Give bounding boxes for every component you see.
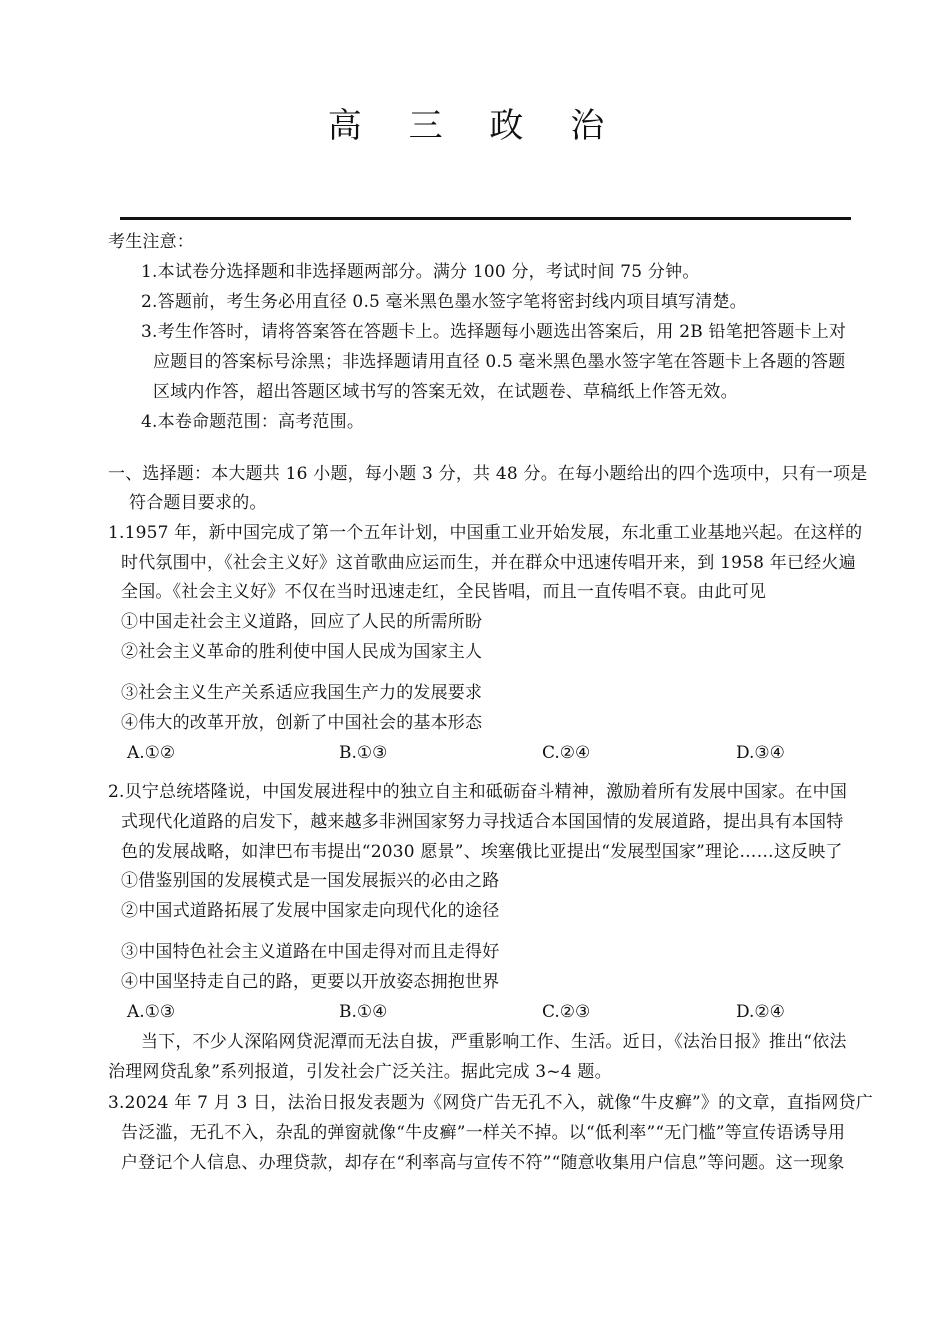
question-2-options (0, 1000, 950, 1024)
question-1-statement-3: ③社会主义生产关系适应我国生产力的发展要求 (121, 683, 483, 703)
question-1-statement-4: ④伟大的改革开放，创新了中国社会的基本形态 (121, 713, 483, 733)
question-2-statement-2: ②中国式道路拓展了发展中国家走向现代化的途径 (121, 901, 500, 921)
question-1-stem-line-1: 1.1957 年，新中国完成了第一个五年计划，中国重工业开始发展，东北重工业基地兴起。在这样的 (108, 523, 863, 543)
question-3-stem-line-2: 告泛滥，无孔不入，杂乱的弹窗就像“牛皮癣”一样关不掉。以“低利率”“无门槛”等宣传语诱导用 (121, 1123, 846, 1143)
question-1-statement-2: ②社会主义革命的胜利使中国人民成为国家主人 (121, 642, 483, 662)
notice-item-3: 3.考生作答时，请将答案答在答题卡上。选择题每小题选出答案后，用 2B 铅笔把答题卡上对 (141, 322, 847, 342)
page-title: 高 三 政 治 (327, 106, 623, 146)
notice-item-3-cont-1: 应题目的答案标号涂黑；非选择题请用直径 0.5 毫米黑色墨水签字笔在答题卡上各题的答题 (153, 352, 846, 372)
question-1-statement-1: ①中国走社会主义道路，回应了人民的所需所盼 (121, 612, 483, 632)
notice-heading: 考生注意： (108, 232, 194, 252)
question-2-stem-line-1: 2.贝宁总统塔隆说，中国发展进程中的独立自主和砥砺奋斗精神，激励着所有发展中国家。在中国 (108, 782, 848, 802)
question-3-stem-line-3: 户登记个人信息、办理贷款，却存在“利率高与宣传不符”“随意收集用户信息”等问题。这一现象 (121, 1153, 845, 1173)
question-1-option-d[interactable]: D.③④ (736, 743, 785, 763)
question-2-statement-3: ③中国特色社会主义道路在中国走得对而且走得好 (121, 942, 500, 962)
question-3-stem-line-1: 3.2024 年 7 月 3 日，法治日报发表题为《网贷广告无孔不入，就像“牛皮癣”》的文章，直指网贷广 (108, 1093, 873, 1113)
question-2-option-d[interactable]: D.②④ (736, 1002, 785, 1022)
question-2-stem-line-3: 色的发展战略，如津巴布韦提出“2030 愿景”、埃塞俄比亚提出“发展型国家”理论……这反映了 (121, 842, 843, 862)
question-1-option-b[interactable]: B.①③ (339, 743, 388, 763)
notice-item-1: 1.本试卷分选择题和非选择题两部分。满分 100 分，考试时间 75 分钟。 (141, 262, 700, 282)
title-divider (120, 217, 851, 220)
question-2-statement-4: ④中国坚持走自己的路，更要以开放姿态拥抱世界 (121, 972, 500, 992)
section-heading: 一、选择题：本大题共 16 小题，每小题 3 分，共 48 分。在每小题给出的四个选项中，只有一项是 (108, 464, 868, 484)
section-heading-cont: 符合题目要求的。 (129, 493, 267, 513)
material-line-2: 治理网贷乱象”系列报道，引发社会广泛关注。据此完成 3~4 题。 (108, 1062, 612, 1082)
question-2-stem-line-2: 式现代化道路的启发下，越来越多非洲国家努力寻找适合本国国情的发展道路，提出具有本国特 (121, 812, 844, 832)
notice-item-4: 4.本卷命题范围：高考范围。 (141, 412, 365, 432)
question-2-option-b[interactable]: B.①④ (339, 1002, 388, 1022)
notice-item-2: 2.答题前，考生务必用直径 0.5 毫米黑色墨水签字笔将密封线内项目填写清楚。 (141, 292, 747, 312)
question-1-option-a[interactable]: A.①② (127, 743, 176, 763)
question-2-option-a[interactable]: A.①③ (127, 1002, 176, 1022)
question-1-options (0, 741, 950, 765)
question-2-option-c[interactable]: C.②③ (542, 1002, 591, 1022)
question-1-stem-line-2: 时代氛围中，《社会主义好》这首歌曲应运而生，并在群众中迅速传唱开来，到 1958 年已经火遍 (121, 553, 856, 573)
material-line-1: 当下，不少人深陷网贷泥潭而无法自拔，严重影响工作、生活。近日，《法治日报》推出“依法 (141, 1032, 847, 1052)
question-1-stem-line-3: 全国。《社会主义好》不仅在当时迅速走红，全民皆唱，而且一直传唱不衰。由此可见 (121, 582, 767, 602)
question-2-statement-1: ①借鉴别国的发展模式是一国发展振兴的必由之路 (121, 871, 500, 891)
question-1-option-c[interactable]: C.②④ (542, 743, 591, 763)
notice-item-3-cont-2: 区域内作答，超出答题区域书写的答案无效，在试题卷、草稿纸上作答无效。 (153, 382, 738, 402)
